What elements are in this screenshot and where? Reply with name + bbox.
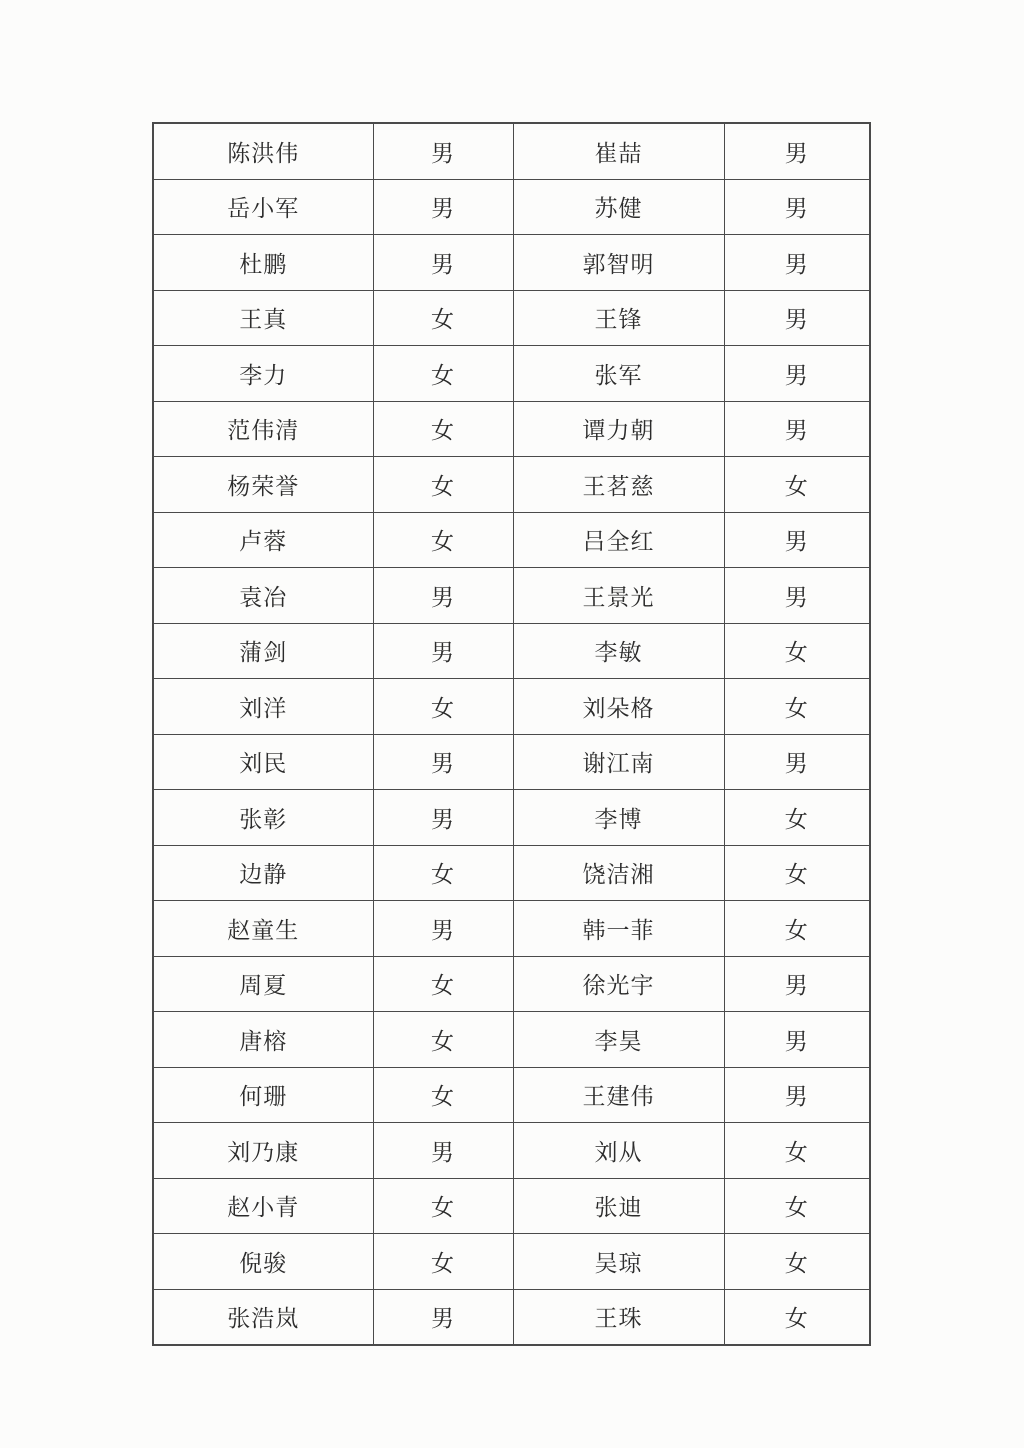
table-row — [153, 956, 870, 1012]
gender-cell: 男 — [373, 235, 513, 291]
name-cell: 王珠 — [513, 1289, 724, 1345]
gender-cell: 男 — [373, 790, 513, 846]
name-cell: 李力 — [153, 346, 373, 402]
gender-cell: 男 — [724, 179, 870, 235]
roster-table-body — [153, 123, 870, 1345]
gender-cell: 男 — [373, 179, 513, 235]
table-row — [153, 457, 870, 513]
name-cell: 刘从 — [513, 1123, 724, 1179]
gender-cell: 男 — [373, 568, 513, 624]
table-row — [153, 901, 870, 957]
gender-cell: 女 — [373, 956, 513, 1012]
table-row — [153, 512, 870, 568]
name-cell: 刘民 — [153, 734, 373, 790]
gender-cell: 男 — [373, 734, 513, 790]
gender-cell: 女 — [724, 679, 870, 735]
name-cell: 杜鹏 — [153, 235, 373, 291]
gender-cell: 男 — [373, 901, 513, 957]
table-row — [153, 1012, 870, 1068]
name-cell: 吕全红 — [513, 512, 724, 568]
name-cell: 刘乃康 — [153, 1123, 373, 1179]
gender-cell: 女 — [724, 901, 870, 957]
name-cell: 范伟清 — [153, 401, 373, 457]
table-row — [153, 734, 870, 790]
name-cell: 李敏 — [513, 623, 724, 679]
gender-cell: 男 — [724, 401, 870, 457]
table-row — [153, 290, 870, 346]
name-cell: 杨荣誉 — [153, 457, 373, 513]
table-row — [153, 1123, 870, 1179]
name-cell: 饶洁湘 — [513, 845, 724, 901]
name-cell: 谢江南 — [513, 734, 724, 790]
gender-cell: 女 — [724, 1234, 870, 1290]
name-cell: 王建伟 — [513, 1067, 724, 1123]
gender-cell: 女 — [373, 1178, 513, 1234]
table-row — [153, 235, 870, 291]
gender-cell: 男 — [724, 235, 870, 291]
table-row — [153, 845, 870, 901]
name-cell: 李昊 — [513, 1012, 724, 1068]
name-cell: 崔喆 — [513, 123, 724, 179]
gender-cell: 女 — [373, 845, 513, 901]
gender-cell: 女 — [724, 457, 870, 513]
name-cell: 刘朵格 — [513, 679, 724, 735]
name-cell: 徐光宇 — [513, 956, 724, 1012]
gender-cell: 女 — [724, 1289, 870, 1345]
name-cell: 王锋 — [513, 290, 724, 346]
name-cell: 唐榕 — [153, 1012, 373, 1068]
gender-cell: 女 — [373, 290, 513, 346]
gender-cell: 女 — [724, 1178, 870, 1234]
name-cell: 王茗慈 — [513, 457, 724, 513]
name-cell: 郭智明 — [513, 235, 724, 291]
name-gender-roster-table — [152, 122, 871, 1346]
table-row — [153, 401, 870, 457]
table-row — [153, 123, 870, 179]
gender-cell: 男 — [724, 346, 870, 402]
table-row — [153, 1289, 870, 1345]
gender-cell: 男 — [724, 123, 870, 179]
gender-cell: 女 — [373, 1067, 513, 1123]
name-cell: 蒲剑 — [153, 623, 373, 679]
gender-cell: 女 — [373, 1012, 513, 1068]
gender-cell: 男 — [724, 956, 870, 1012]
table-row — [153, 1234, 870, 1290]
name-cell: 倪骏 — [153, 1234, 373, 1290]
name-cell: 王真 — [153, 290, 373, 346]
name-cell: 周夏 — [153, 956, 373, 1012]
name-cell: 谭力朝 — [513, 401, 724, 457]
table-row — [153, 1067, 870, 1123]
gender-cell: 女 — [373, 1234, 513, 1290]
table-row — [153, 346, 870, 402]
name-cell: 袁冶 — [153, 568, 373, 624]
table-row — [153, 568, 870, 624]
gender-cell: 男 — [724, 734, 870, 790]
name-cell: 张迪 — [513, 1178, 724, 1234]
gender-cell: 男 — [373, 623, 513, 679]
gender-cell: 女 — [373, 512, 513, 568]
gender-cell: 女 — [373, 457, 513, 513]
name-cell: 何珊 — [153, 1067, 373, 1123]
gender-cell: 男 — [724, 290, 870, 346]
name-cell: 吴琼 — [513, 1234, 724, 1290]
gender-cell: 女 — [373, 346, 513, 402]
name-cell: 张军 — [513, 346, 724, 402]
gender-cell: 女 — [724, 623, 870, 679]
gender-cell: 男 — [373, 123, 513, 179]
gender-cell: 男 — [724, 1067, 870, 1123]
gender-cell: 男 — [724, 1012, 870, 1068]
gender-cell: 女 — [373, 679, 513, 735]
gender-cell: 女 — [373, 401, 513, 457]
name-cell: 韩一菲 — [513, 901, 724, 957]
name-cell: 刘洋 — [153, 679, 373, 735]
table-row — [153, 179, 870, 235]
name-cell: 卢蓉 — [153, 512, 373, 568]
name-cell: 陈洪伟 — [153, 123, 373, 179]
gender-cell: 女 — [724, 1123, 870, 1179]
name-cell: 赵小青 — [153, 1178, 373, 1234]
table-row — [153, 1178, 870, 1234]
gender-cell: 女 — [724, 790, 870, 846]
table-row — [153, 623, 870, 679]
gender-cell: 男 — [724, 512, 870, 568]
name-cell: 张浩岚 — [153, 1289, 373, 1345]
name-cell: 赵童生 — [153, 901, 373, 957]
name-cell: 王景光 — [513, 568, 724, 624]
name-cell: 李博 — [513, 790, 724, 846]
table-row — [153, 790, 870, 846]
gender-cell: 女 — [724, 845, 870, 901]
name-cell: 岳小军 — [153, 179, 373, 235]
gender-cell: 男 — [373, 1289, 513, 1345]
table-row — [153, 679, 870, 735]
name-cell: 张彰 — [153, 790, 373, 846]
name-cell: 苏健 — [513, 179, 724, 235]
gender-cell: 男 — [724, 568, 870, 624]
name-cell: 边静 — [153, 845, 373, 901]
gender-cell: 男 — [373, 1123, 513, 1179]
